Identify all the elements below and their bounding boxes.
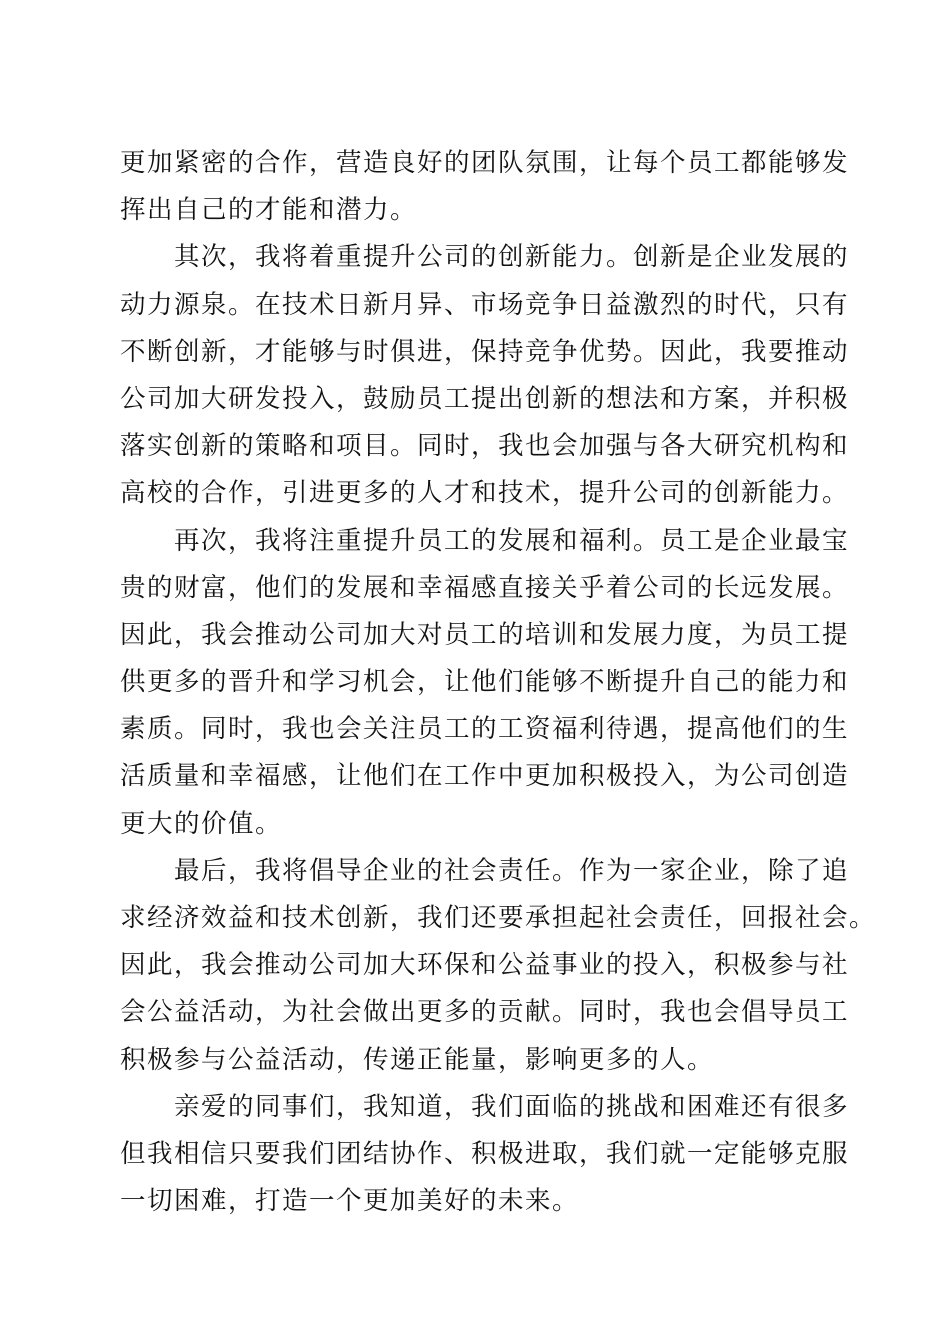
text-line: 供更多的晋升和学习机会，让他们能够不断提升自己的能力和 xyxy=(120,667,850,698)
text-line: 动力源泉。在技术日新月异、市场竞争日益激烈的时代，只有 xyxy=(120,289,850,320)
text-line: 公司加大研发投入，鼓励员工提出创新的想法和方案，并积极 xyxy=(120,383,850,414)
text-line: 活质量和幸福感，让他们在工作中更加积极投入，为公司创造 xyxy=(120,761,850,792)
text-line: 贵的财富，他们的发展和幸福感直接关乎着公司的长远发展。 xyxy=(120,572,850,603)
text-line: 因此，我会推动公司加大对员工的培训和发展力度，为员工提 xyxy=(120,619,850,650)
paragraph-innovation xyxy=(120,234,850,517)
text-line: 会公益活动，为社会做出更多的贡献。同时，我也会倡导员工 xyxy=(120,997,850,1028)
text-line: 更加紧密的合作，营造良好的团队氛围，让每个员工都能够发 xyxy=(120,148,850,178)
paragraph-closing xyxy=(120,1084,850,1226)
paragraph-continuation xyxy=(120,140,850,234)
text-line: 落实创新的策略和项目。同时，我也会加强与各大研究机构和 xyxy=(120,431,850,462)
paragraph-employee-welfare xyxy=(120,518,850,848)
text-line: 其次，我将着重提升公司的创新能力。创新是企业发展的 xyxy=(174,242,850,273)
text-line: 高校的合作，引进更多的人才和技术，提升公司的创新能力。 xyxy=(120,478,850,509)
text-line: 最后，我将倡导企业的社会责任。作为一家企业，除了追 xyxy=(174,855,850,886)
text-line: 但我相信只要我们团结协作、积极进取，我们就一定能够克服 xyxy=(120,1138,850,1169)
text-line: 不断创新，才能够与时俱进，保持竞争优势。因此，我要推动 xyxy=(120,336,850,367)
text-line: 挥出自己的才能和潜力。 xyxy=(120,195,418,226)
text-line: 再次，我将注重提升员工的发展和福利。员工是企业最宝 xyxy=(174,525,850,556)
text-line: 求经济效益和技术创新，我们还要承担起社会责任，回报社会。 xyxy=(120,903,877,933)
text-line: 更大的价值。 xyxy=(120,808,283,839)
text-line: 因此，我会推动公司加大环保和公益事业的投入，积极参与社 xyxy=(120,950,850,981)
text-line: 积极参与公益活动，传递正能量，影响更多的人。 xyxy=(120,1044,715,1075)
text-line: 亲爱的同事们，我知道，我们面临的挑战和困难还有很多 xyxy=(174,1091,850,1122)
document-body xyxy=(120,140,877,1225)
text-line: 素质。同时，我也会关注员工的工资福利待遇，提高他们的生 xyxy=(120,714,850,745)
paragraph-social-responsibility xyxy=(120,848,877,1084)
text-line: 一切困难，打造一个更加美好的未来。 xyxy=(120,1186,580,1217)
